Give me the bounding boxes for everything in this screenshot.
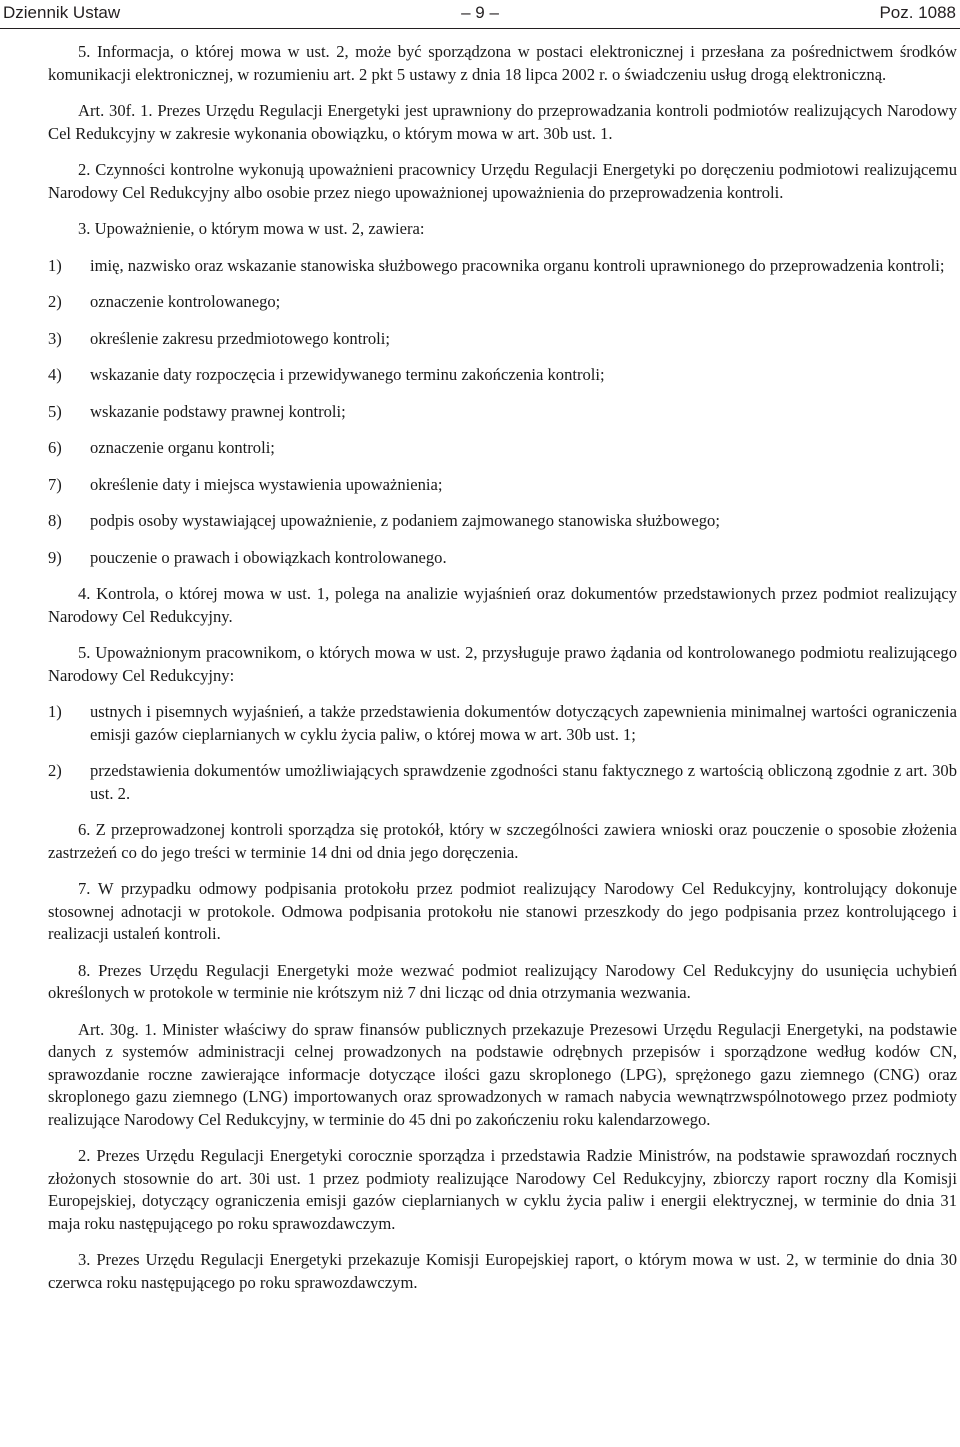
list-item-number: 4) <box>48 365 62 384</box>
list-item <box>48 760 957 805</box>
list-item <box>48 547 957 570</box>
document-body <box>48 41 957 1308</box>
article-30f-section-2: 2. Czynności kontrolne wykonują upoważnieni pracownicy Urzędu Regulacji Energetyki po doręczeniu podmiotowi realizującemu Narodowy Cel Redukcyjny albo osobie przez niego upoważnionej upoważnienia do przeprowadzenia kontroli. <box>48 160 957 202</box>
paragraph: 5. Informacja, o której mowa w ust. 2, może być sporządzona w postaci elektronicznej i przesłana za pośrednictwem środków komunikacji elektronicznej, w rozumieniu art. 2 pkt 5 ustawy z dnia 18 lipca 2002 r. o świadczeniu usług drogą elektroniczną. <box>48 42 957 84</box>
list-item-text: określenie zakresu przedmiotowego kontroli; <box>90 328 390 348</box>
list-item <box>48 474 957 497</box>
article-30f-section-7: 7. W przypadku odmowy podpisania protokołu przez podmiot realizujący Narodowy Cel Redukcyjny, kontrolujący dokonuje stosownej adnotacji w protokole. Odmowa podpisania protokołu nie stanowi przeszkody do jego podpisania przez kontrolującego i realizacji ustaleń kontroli. <box>48 879 957 943</box>
list-item-text: oznaczenie kontrolowanego; <box>90 292 281 311</box>
list-item <box>48 291 957 314</box>
list-item-number: 1) <box>48 702 62 721</box>
article-30f-section-4: 4. Kontrola, o której mowa w ust. 1, polega na analizie wyjaśnień oraz dokumentów przedstawionych przez podmiot realizujący Narodowy Cel Redukcyjny. <box>48 584 957 626</box>
article-30f-section-6: 6. Z przeprowadzonej kontroli sporządza się protokół, który w szczególności zawiera wnioski oraz pouczenie o sposobie złożenia zastrzeżeń co do jego treści w terminie 14 dni od dnia jego doręczenia. <box>48 820 957 862</box>
authorization-contents-list <box>48 255 957 570</box>
list-item-text: wskazanie podstawy prawnej kontroli; <box>90 401 346 421</box>
list-item-number: 9) <box>48 547 62 567</box>
position-number: Poz. 1088 <box>879 3 956 22</box>
list-item <box>48 701 957 746</box>
list-item-text: pouczenie o prawach i obowiązkach kontrolowanego. <box>90 547 447 567</box>
list-item <box>48 401 957 424</box>
inspector-rights-list <box>48 701 957 805</box>
article-30f-section-5: 5. Upoważnionym pracownikom, o których mowa w ust. 2, przysługuje prawo żądania od kontrolowanego podmiotu realizującego Narodowy Cel Redukcyjny: <box>48 643 957 685</box>
article-30g-section-1: Art. 30g. 1. Minister właściwy do spraw finansów publicznych przekazuje Prezesowi Urzędu Regulacji Energetyki, na podstawie danych z systemów administracji celnej prowadzonych na podstawie odrębnych przepisów i sporządzone według kodów CN, sprawozdanie roczne zawierające informacje dotyczące ilości gazu skroplonego (LPG), sprężonego gazu ziemnego (CNG) oraz skroplonego gazu ziemnego (LNG) importowanych oraz sprowadzonych w ramach nabycia wewnątrzwspólnotowego przez podmioty realizujące Narodowy Cel Redukcyjny, w terminie do 45 dni po zakończeniu roku kalendarzowego. <box>48 1019 957 1129</box>
page-header <box>0 0 960 26</box>
list-item-text: określenie daty i miejsca wystawienia upoważnienia; <box>90 474 443 494</box>
list-item-number: 5) <box>48 401 62 421</box>
list-item-text: oznaczenie organu kontroli; <box>90 438 275 457</box>
list-item-number: 2) <box>48 292 62 311</box>
article-30f-section-1: Art. 30f. 1. Prezes Urzędu Regulacji Energetyki jest uprawniony do przeprowadzania kontroli podmiotów realizujących Narodowy Cel Redukcyjny w zakresie wykonania obowiązku, o którym mowa w art. 30b ust. 1. <box>48 101 957 143</box>
list-item-number: 8) <box>48 511 62 530</box>
list-item-number: 7) <box>48 474 62 494</box>
journal-title: Dziennik Ustaw <box>3 3 121 22</box>
list-item-text: podpis osoby wystawiającej upoważnienie, z podaniem zajmowanego stanowiska służbowego; <box>90 511 720 530</box>
list-item <box>48 364 957 387</box>
list-item-number: 3) <box>48 328 62 348</box>
list-item-text: przedstawienia dokumentów umożliwiających sprawdzenie zgodności stanu faktycznego z wartością obliczoną zgodnie z art. 30b ust. 2. <box>90 761 957 803</box>
page-number: – 9 – <box>461 3 499 22</box>
list-item <box>48 510 957 533</box>
header-rule <box>0 28 960 29</box>
list-item <box>48 255 957 278</box>
list-item-text: ustnych i pisemnych wyjaśnień, a także przedstawienia dokumentów dotyczących zapewnienia minimalnej wartości ograniczenia emisji gazów cieplarnianych w cyklu życia paliw, o której mowa w art. 30b ust. 1; <box>90 702 957 744</box>
list-item-number: 6) <box>48 438 62 457</box>
article-30f-section-3: 3. Upoważnienie, o którym mowa w ust. 2, zawiera: <box>78 219 425 238</box>
list-item <box>48 437 957 460</box>
list-item <box>48 328 957 351</box>
list-item-text: wskazanie daty rozpoczęcia i przewidywanego terminu zakończenia kontroli; <box>90 365 605 384</box>
list-item-text: imię, nazwisko oraz wskazanie stanowiska służbowego pracownika organu kontroli uprawnionego do przeprowadzenia kontroli; <box>90 255 945 275</box>
list-item-number: 2) <box>48 761 62 780</box>
article-30f-section-8: 8. Prezes Urzędu Regulacji Energetyki może wezwać podmiot realizujący Narodowy Cel Redukcyjny do usunięcia uchybień określonych w protokole w terminie nie krótszym niż 7 dni licząc od dnia otrzymania wezwania. <box>48 960 957 1002</box>
article-30g-section-3: 3. Prezes Urzędu Regulacji Energetyki przekazuje Komisji Europejskiej raport, o którym mowa w ust. 2, w terminie do dnia 30 czerwca roku następującego po roku sprawozdawczym. <box>48 1250 957 1292</box>
list-item-number: 1) <box>48 255 62 275</box>
article-30g-section-2: 2. Prezes Urzędu Regulacji Energetyki corocznie sporządza i przedstawia Radzie Ministrów, na podstawie sprawozdań rocznych złożonych stosownie do art. 30i ust. 1 przez podmioty realizujące Narodowy Cel Redukcyjny, zbiorczy raport roczny dla Komisji Europejskiej, dotyczący ograniczenia emisji gazów cieplarnianych w cyklu życia paliw i energii elektrycznej, w terminie do dnia 31 maja roku następującego po roku sprawozdawczym. <box>48 1146 957 1233</box>
